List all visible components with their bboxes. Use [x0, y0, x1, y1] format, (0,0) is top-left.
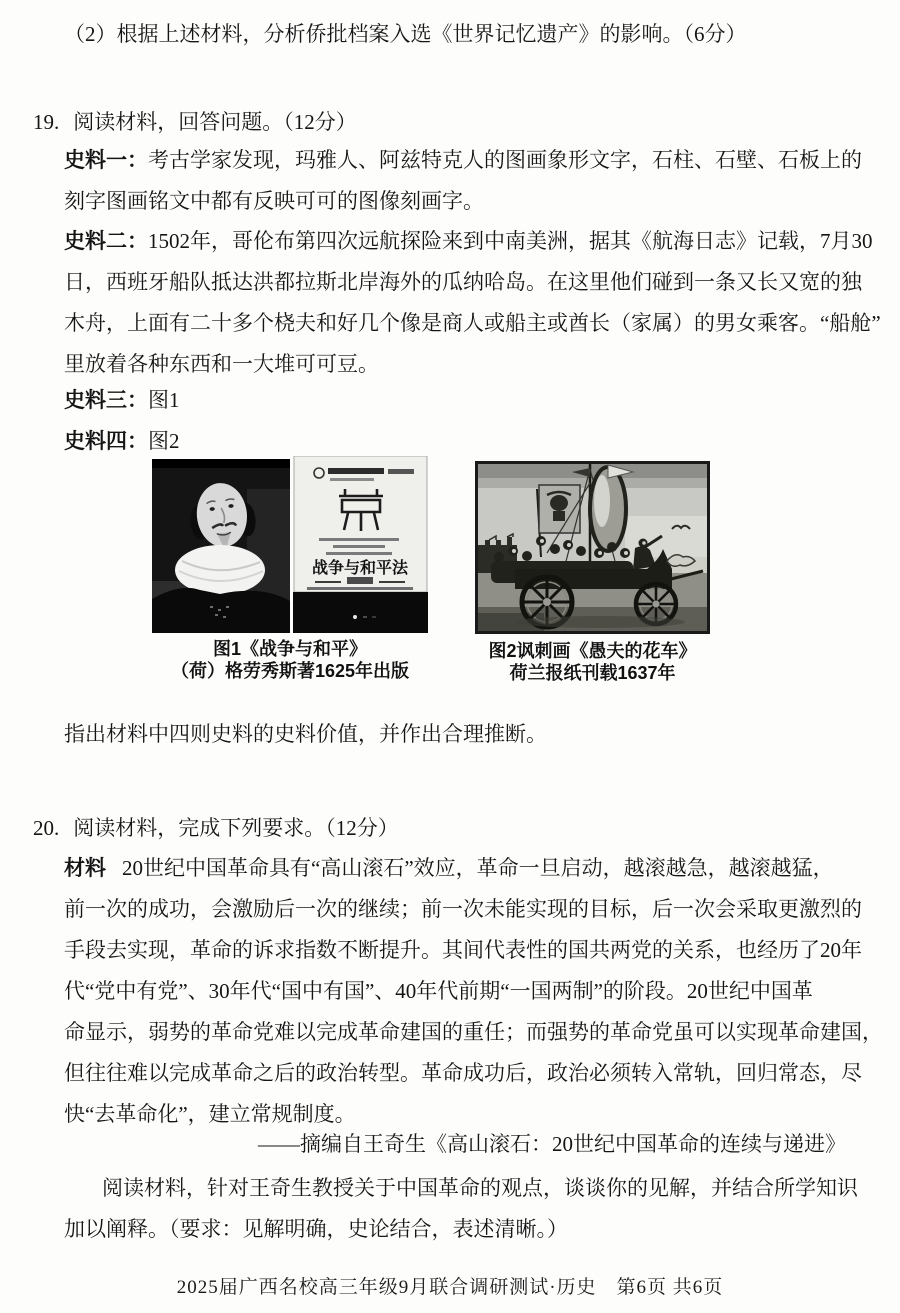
- question-19-intro: 阅读材料，回答问题。（12分）: [73, 110, 357, 134]
- figure-2-image: [475, 461, 710, 634]
- material-line-1: 20世纪中国革命具有“高山滚石”效应，革命一旦启动，越滚越急，越滚越猛，: [122, 856, 834, 880]
- source-1-line-2: 刻字图画铭文中都有反映可可的图像刻画字。: [64, 189, 484, 213]
- source-1-label: 史料一：: [64, 149, 148, 172]
- figure-1-caption: [152, 638, 428, 682]
- source-3-label: 史料三：: [64, 389, 148, 412]
- book-photo-dark-band: [293, 592, 428, 633]
- material-line-4: 代“党中有党”、30年代“国中有国”、40年代前期“一国两制”的阶段。20世纪中国革: [64, 979, 813, 1003]
- material-attribution: ——摘编自王奇生《高山滚石：20世纪中国革命的连续与递进》: [258, 1132, 846, 1156]
- sail: [590, 467, 626, 551]
- question-20-number: 20.: [33, 816, 60, 840]
- book-cover-image: [293, 456, 428, 633]
- source-1-line-1: 考古学家发现，玛雅人、阿兹特克人的图画象形文字，石柱、石壁、石板上的: [148, 148, 862, 172]
- source-3-text: 图1: [148, 388, 180, 412]
- task-line-1: 阅读材料，针对王奇生教授关于中国革命的观点，谈谈你的见解，并结合所学知识: [102, 1176, 858, 1200]
- source-2-label: 史料二：: [64, 230, 148, 253]
- figure-2-caption-line-2: 荷兰报纸刊载1637年: [509, 663, 676, 683]
- source-2-line-4: 里放着各种东西和一大堆可可豆。: [64, 352, 379, 376]
- question-20-task: [64, 1168, 858, 1250]
- material-label: 材料: [64, 857, 106, 880]
- question-20-heading: [33, 808, 399, 849]
- question-18-part2: （2）根据上述材料，分析侨批档案入选《世界记忆遗产》的影响。（6分）: [64, 22, 747, 46]
- book-title-text: 战争与和平法: [311, 560, 409, 577]
- page-footer: 2025届广西名校高三年级9月联合调研测试·历史 第6页 共6页: [176, 1277, 724, 1298]
- material-line-7: 快“去革命化”，建立常规制度。: [64, 1102, 356, 1126]
- source-4-label: 史料四：: [64, 430, 148, 453]
- source-4-text: 图2: [148, 429, 180, 453]
- source-2-line-2: 日，西班牙船队抵达洪都拉斯北岸海外的瓜纳哈岛。在这里他们碰到一条又长又宽的独: [64, 270, 862, 294]
- task-line-2: 加以阐释。（要求：见解明确，史论结合，表述清晰。）: [64, 1217, 568, 1241]
- figure-2-caption-line-1: 图2讽刺画《愚夫的花车》: [488, 641, 697, 661]
- question-20-material: [64, 848, 883, 1135]
- sky-dark-band: [478, 464, 707, 478]
- material-line-3: 手段去实现，革命的诉求指数不断提升。其间代表性的国共两党的关系，也经历了20年: [64, 938, 862, 962]
- source-3-line: [64, 380, 180, 421]
- figure-1-caption-line-1: 图1《战争与和平》: [212, 639, 367, 659]
- question-19-heading: [33, 102, 357, 143]
- figure-1-caption-line-2: （荷）格劳秀斯著1625年出版: [170, 661, 410, 681]
- figure-1-image: [152, 456, 428, 633]
- material-line-6: 但往往难以完成革命之后的政治转型。革命成功后，政治必须转入常轨，回归常态，尽: [64, 1061, 862, 1085]
- source-1-paragraph: [64, 140, 862, 222]
- source-2-paragraph: [64, 221, 881, 385]
- source-2-line-3: 木舟，上面有二十多个桡夫和好几个像是商人或船主或酋长（家属）的男女乘客。“船舱”: [64, 311, 881, 335]
- source-2-line-1: 1502年，哥伦布第四次远航探险来到中南美洲，据其《航海日志》记载，7月30: [148, 229, 873, 253]
- question-20-intro: 阅读材料，完成下列要求。（12分）: [73, 816, 399, 840]
- grotius-portrait-image: [152, 456, 290, 633]
- question-19-number: 19.: [33, 110, 60, 134]
- material-line-2: 前一次的成功，会激励后一次的继续；前一次未能实现的目标，后一次会采取更激烈的: [64, 897, 862, 921]
- material-line-5: 命显示，弱势的革命党难以完成革命建国的重任；而强势的革命党虽可以实现革命建国，: [64, 1020, 883, 1044]
- question-19-task: 指出材料中四则史料的史料价值，并作出合理推断。: [64, 722, 547, 746]
- fools-wagon-cartoon: [475, 461, 710, 634]
- figure-2-caption: [475, 640, 710, 684]
